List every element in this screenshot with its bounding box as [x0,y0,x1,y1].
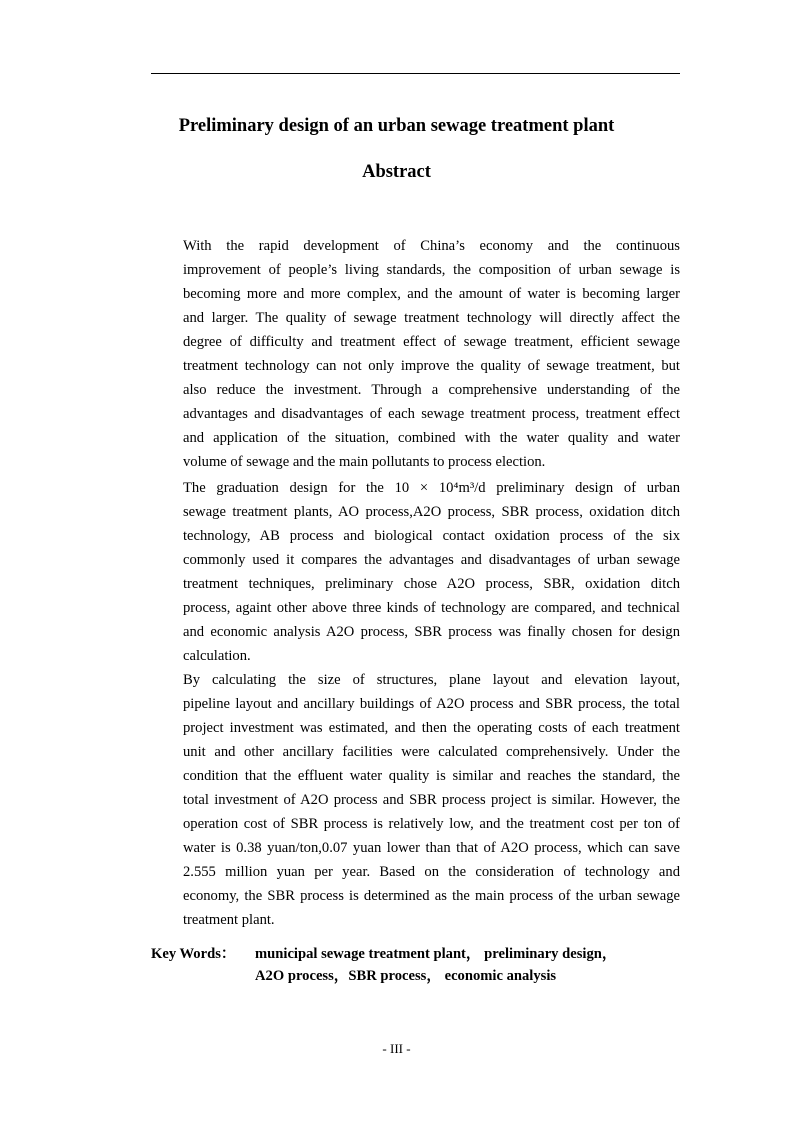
paragraph-line: and application of the situation, combined with the water quality and water [183,430,680,446]
keywords-line: municipal sewage treatment plant， preliminary design， [255,946,617,962]
paragraph-line: volume of sewage and the main pollutants to process election. [183,454,546,470]
paragraph-line: project investment was estimated, and then the operating costs of each treatment [183,720,680,736]
paragraph-line: becoming more and more complex, and the amount of water is becoming larger [183,286,680,302]
abstract-paragraph [151,234,680,474]
paragraph-line: The graduation design for the 10 × 10⁴m³/d preliminary design of urban [183,480,680,496]
paragraph-line: unit and other ancillary facilities were calculated comprehensively. Under the [183,744,680,760]
paragraph-line: degree of difficulty and treatment effect of sewage treatment, efficient sewage [183,334,680,350]
paragraph-line: and economic analysis A2O process, SBR process was finally chosen for design [183,624,680,640]
paragraph-line: treatment technology can not only improve the quality of sewage treatment, but [183,358,680,374]
paragraph-line: calculation. [183,648,251,664]
abstract-body [151,234,680,932]
paragraph-line: total investment of A2O process and SBR process project is similar. However, the [183,792,680,808]
keywords-line: A2O process，SBR process， economic analysis [255,968,557,984]
paragraph-line: 2.555 million yuan per year. Based on the consideration of technology and [183,864,680,880]
paragraph-line: advantages and disadvantages of each sewage treatment process, treatment effect [183,406,680,422]
paragraph-line: process, againt other above three kinds of technology are compared, and technical [183,600,680,616]
paragraph-line: By calculating the size of structures, plane layout and elevation layout, [183,672,680,688]
paragraph-line: treatment techniques, preliminary chose A2O process, SBR, oxidation ditch [183,576,680,592]
abstract-paragraph [151,668,680,932]
header-rule [151,73,680,74]
paragraph-line: treatment plant. [183,912,275,928]
keywords-label: Key Words： [151,946,236,962]
paragraph-line: pipeline layout and ancillary buildings of A2O process and SBR process, the total [183,696,680,712]
paragraph-line: water is 0.38 yuan/ton,0.07 yuan lower than that of A2O process, which can save [183,840,680,856]
paragraph-line: condition that the effluent water quality is similar and reaches the standard, the [183,768,680,784]
paragraph-line: sewage treatment plants, AO process,A2O process, SBR process, oxidation ditch [183,504,680,520]
abstract-paragraph [151,476,680,668]
paragraph-line: operation cost of SBR process is relatively low, and the treatment cost per ton of [183,816,680,832]
paragraph-line: also reduce the investment. Through a comprehensive understanding of the [183,382,680,398]
paragraph-line: and larger. The quality of sewage treatment technology will directly affect the [183,310,680,326]
page-number: - III - [382,1041,411,1056]
paragraph-line: improvement of people’s living standards, the composition of urban sewage is [183,262,680,278]
abstract-heading: Abstract [362,162,431,182]
paragraph-line: commonly used it compares the advantages and disadvantages of urban sewage [183,552,680,568]
paragraph-line: With the rapid development of China’s economy and the continuous [183,238,680,254]
paragraph-line: technology, AB process and biological contact oxidation process of the six [183,528,680,544]
paragraph-line: economy, the SBR process is determined as the main process of the urban sewage [183,888,680,904]
document-title: Preliminary design of an urban sewage treatment plant [178,116,615,136]
